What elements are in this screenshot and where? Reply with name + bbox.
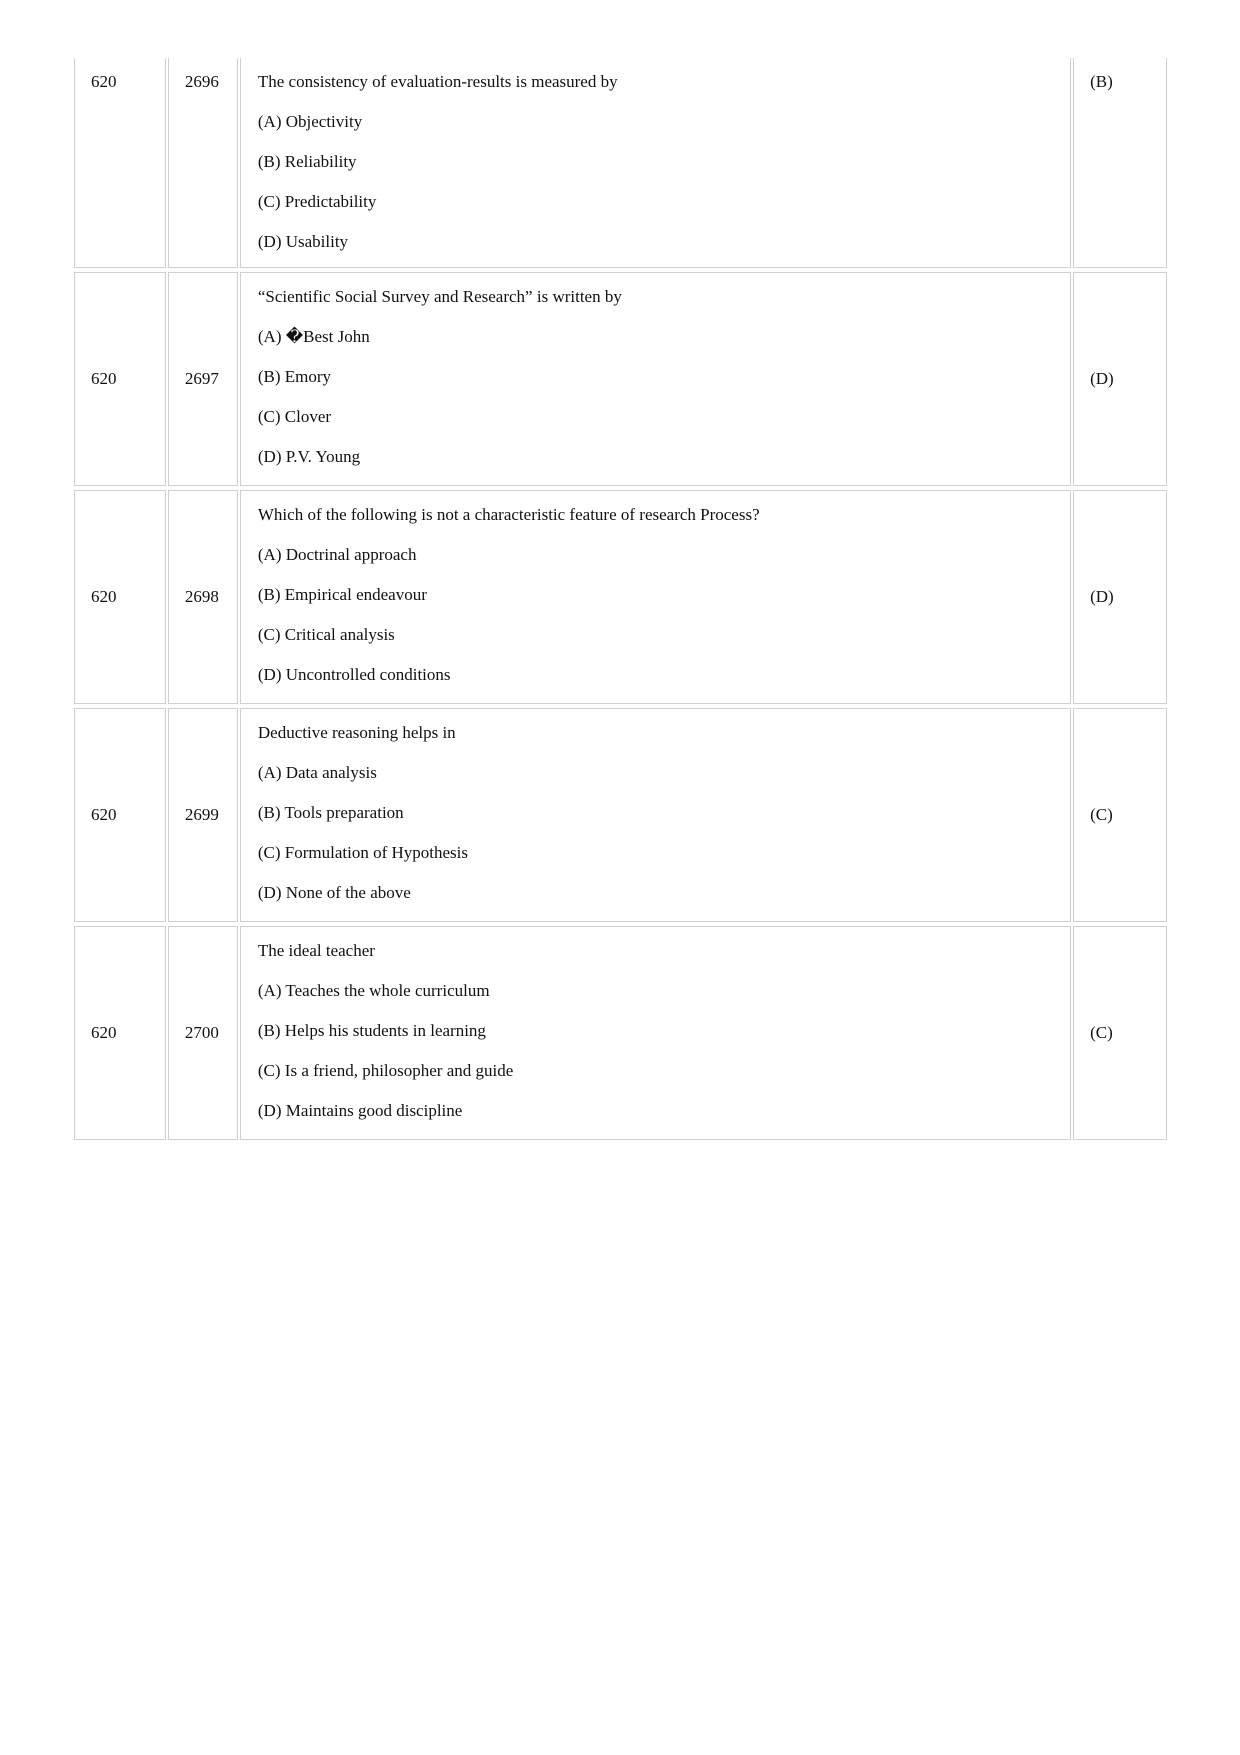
option-c: (C) Is a friend, philosopher and guide [257,1061,514,1080]
question-text: The ideal teacher [257,941,375,960]
table-row [73,270,1168,488]
set-cell: 620 [74,58,166,268]
answer-cell: (C) [1073,708,1167,922]
option-d: (D) Uncontrolled conditions [257,665,451,684]
option-a: (A) Objectivity [257,112,363,131]
option-b: (B) Empirical endeavour [257,585,427,604]
question-number-cell: 2700 [168,926,238,1140]
question-number-cell: 2698 [168,490,238,704]
question-text: The consistency of evaluation-results is measured by [257,72,618,91]
option-a: (A) Teaches the whole curriculum [257,981,490,1000]
question-cell [240,926,1071,1140]
question-cell [240,272,1071,486]
answer-cell: (D) [1073,272,1167,486]
option-c: (C) Critical analysis [257,625,395,644]
option-c: (C) Predictability [257,192,377,211]
question-text: Which of the following is not a characteristic feature of research Process? [257,505,760,524]
table-row [73,58,1168,270]
table-row [73,706,1168,924]
answer-cell: (D) [1073,490,1167,704]
option-a: (A) Data analysis [257,763,377,782]
option-b: (B) Emory [257,367,332,386]
question-cell [240,708,1071,922]
question-table [73,58,1168,1142]
question-number-cell: 2696 [168,58,238,268]
answer-cell: (B) [1073,58,1167,268]
set-cell: 620 [74,708,166,922]
question-number-cell: 2699 [168,708,238,922]
question-text: “Scientific Social Survey and Research” is written by [257,287,622,306]
option-d: (D) P.V. Young [257,447,361,466]
option-d: (D) Maintains good discipline [257,1101,463,1120]
option-c: (C) Clover [257,407,332,426]
option-d: (D) Usability [257,232,349,251]
question-cell [240,490,1071,704]
question-number-cell: 2697 [168,272,238,486]
question-cell [240,58,1071,268]
answer-cell: (C) [1073,926,1167,1140]
question-text: Deductive reasoning helps in [257,723,456,742]
option-b: (B) Tools preparation [257,803,404,822]
option-b: (B) Helps his students in learning [257,1021,486,1040]
option-a: (A) Doctrinal approach [257,545,417,564]
table-row [73,488,1168,706]
table-row [73,924,1168,1142]
set-cell: 620 [74,490,166,704]
option-b: (B) Reliability [257,152,357,171]
set-cell: 620 [74,272,166,486]
set-cell: 620 [74,926,166,1140]
option-c: (C) Formulation of Hypothesis [257,843,469,862]
option-a: (A) �Best John [257,327,370,346]
option-d: (D) None of the above [257,883,411,902]
